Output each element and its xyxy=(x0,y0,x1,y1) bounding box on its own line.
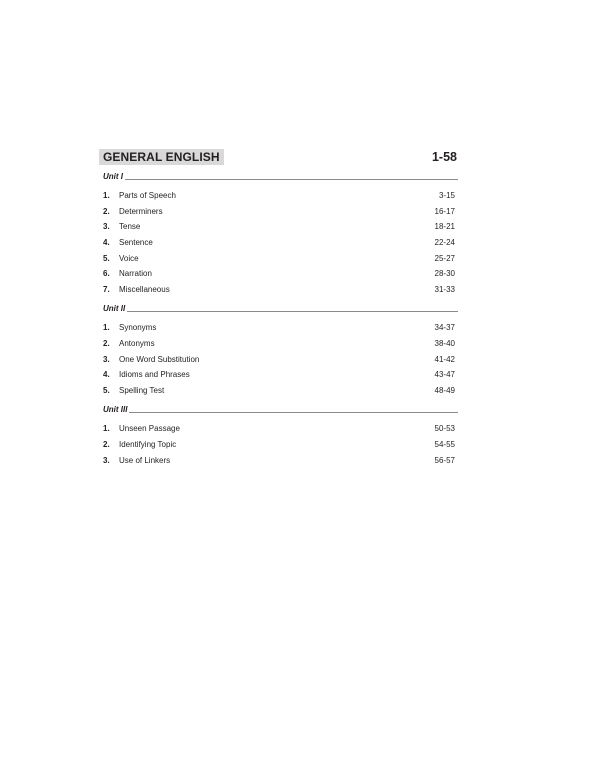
entry-title: Parts of Speech xyxy=(119,191,176,201)
entry-number: 7. xyxy=(103,284,110,294)
entry-number: 6. xyxy=(103,269,110,279)
entry-pages: 31-33 xyxy=(434,284,455,294)
entry-number: 5. xyxy=(103,253,110,263)
entry-title: Idioms and Phrases xyxy=(119,370,190,380)
entry-title: Narration xyxy=(119,269,152,279)
entry-title: Synonyms xyxy=(119,323,157,333)
entry-pages: 41-42 xyxy=(434,354,455,364)
entry-number: 2. xyxy=(103,206,110,216)
entry-number: 3. xyxy=(103,455,110,465)
toc-entry[interactable] xyxy=(99,320,458,336)
unit-block xyxy=(99,169,458,297)
unit-label: Unit I xyxy=(103,172,123,181)
toc-entry[interactable] xyxy=(99,188,458,204)
entry-number: 2. xyxy=(103,440,110,450)
entry-number: 3. xyxy=(103,354,110,364)
entry-pages: 16-17 xyxy=(434,206,455,216)
entry-pages: 18-21 xyxy=(434,222,455,232)
entry-title: Miscellaneous xyxy=(119,284,170,294)
entry-title: Spelling Test xyxy=(119,385,165,395)
entry-title: One Word Substitution xyxy=(119,354,200,364)
toc-entry[interactable] xyxy=(99,336,458,352)
unit-block xyxy=(99,402,458,468)
toc-entry[interactable] xyxy=(99,235,458,251)
entry-number: 4. xyxy=(103,370,110,380)
toc-entry[interactable] xyxy=(99,266,458,282)
entry-title: Voice xyxy=(119,253,139,263)
entry-title: Antonyms xyxy=(119,339,155,349)
entry-pages: 22-24 xyxy=(434,238,455,248)
unit-heading xyxy=(103,402,458,414)
entry-title: Determiners xyxy=(119,206,163,216)
unit-divider xyxy=(127,311,458,312)
section-page-range: 1-58 xyxy=(431,149,457,164)
toc-entry[interactable] xyxy=(99,282,458,298)
toc-entry[interactable] xyxy=(99,204,458,220)
toc-entry[interactable] xyxy=(99,367,458,383)
table-of-contents xyxy=(99,148,458,468)
toc-entry[interactable] xyxy=(99,452,458,468)
unit-entries xyxy=(99,421,458,468)
entry-number: 3. xyxy=(103,222,110,232)
entry-number: 1. xyxy=(103,424,110,434)
toc-entry[interactable] xyxy=(99,351,458,367)
unit-block xyxy=(99,301,458,398)
unit-label: Unit III xyxy=(103,405,128,415)
section-header xyxy=(99,148,458,165)
unit-heading xyxy=(103,301,458,313)
entry-number: 2. xyxy=(103,339,110,349)
section-title: GENERAL ENGLISH xyxy=(99,149,224,165)
entry-pages: 56-57 xyxy=(434,455,455,465)
unit-label: Unit II xyxy=(103,304,126,314)
unit-entries xyxy=(99,320,458,398)
entry-pages: 50-53 xyxy=(434,424,455,434)
entry-number: 4. xyxy=(103,238,110,248)
toc-entry[interactable] xyxy=(99,421,458,437)
entry-pages: 54-55 xyxy=(434,440,455,450)
entry-pages: 3-15 xyxy=(438,191,455,201)
entry-pages: 25-27 xyxy=(434,253,455,263)
entry-title: Sentence xyxy=(119,238,153,248)
entry-pages: 38-40 xyxy=(434,339,455,349)
unit-divider xyxy=(125,179,458,180)
toc-entry[interactable] xyxy=(99,219,458,235)
entry-title: Use of Linkers xyxy=(119,455,171,465)
entry-pages: 48-49 xyxy=(434,385,455,395)
entry-title: Identifying Topic xyxy=(119,440,177,450)
entry-number: 5. xyxy=(103,385,110,395)
toc-entry[interactable] xyxy=(99,437,458,453)
entry-title: Tense xyxy=(119,222,141,232)
entry-pages: 43-47 xyxy=(434,370,455,380)
entry-title: Unseen Passage xyxy=(119,424,180,434)
unit-heading xyxy=(103,169,458,181)
entry-number: 1. xyxy=(103,323,110,333)
unit-entries xyxy=(99,188,458,297)
entry-number: 1. xyxy=(103,191,110,201)
toc-entry[interactable] xyxy=(99,383,458,399)
entry-pages: 28-30 xyxy=(434,269,455,279)
toc-entry[interactable] xyxy=(99,250,458,266)
entry-pages: 34-37 xyxy=(434,323,455,333)
unit-divider xyxy=(129,412,458,413)
